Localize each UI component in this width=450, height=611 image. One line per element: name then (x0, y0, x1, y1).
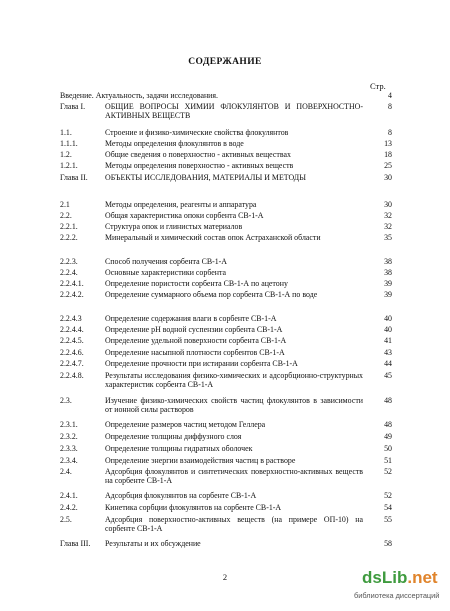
toc-entry-number: 1.2. (60, 150, 72, 159)
watermark (352, 566, 448, 608)
toc-entry-title: Методы определения поверхностно - активных веществ (105, 161, 294, 170)
toc-entry-title: Результаты исследования физико-химических и адсорбционно-структурных характеристик сорбента СВ-1-А (105, 371, 363, 389)
toc-entry-number: 2.2.4.3 (60, 314, 82, 323)
toc-entry-number: 2.3.3. (60, 444, 78, 453)
toc-entry-title: Изучение физико-химических свойств частиц флокулянтов в зависимости от ионной силы растворов (105, 396, 363, 414)
toc-entry-page: 40 (384, 325, 392, 334)
toc-entry-title: Общая характеристика опоки сорбента СВ-1-А (105, 211, 264, 220)
toc-entry-page: 38 (384, 268, 392, 277)
toc-entry-page: 4 (388, 91, 392, 100)
toc-entry-number: Глава II. (60, 173, 88, 182)
toc-entry-title: Адсорбция флокулянтов на сорбенте СВ-1-А (105, 491, 257, 500)
page-number: 2 (222, 572, 228, 582)
toc-entry-number: Глава III. (60, 539, 91, 548)
toc-entry-title: Минеральный и химический состав опок Астраханской области (105, 233, 321, 242)
toc-entry-number: 2.3.2. (60, 432, 78, 441)
toc-entry-number: Глава I. (60, 102, 86, 111)
toc-entry-page: 40 (384, 314, 392, 323)
toc-entry-title: Определение прочности при истирании сорбента СВ-1-А (105, 359, 298, 368)
toc-entry-number: 2.3.4. (60, 456, 78, 465)
toc-entry-number: 2.1 (60, 200, 70, 209)
toc-entry-title: Способ получения сорбента СВ-1-А (105, 257, 228, 266)
toc-entry-page: 8 (388, 128, 392, 137)
toc-entry-page: 30 (384, 200, 392, 209)
page-column-header: Стр. (370, 81, 386, 91)
toc-entry-title: Результаты и их обсуждение (105, 539, 201, 548)
toc-entry-page: 8 (388, 102, 392, 111)
toc-entry-title: Определение насыпной плотности сорбентов СВ-1-А (105, 348, 285, 357)
toc-entry-title: Адсорбция поверхностно-активных веществ (на примере ОП-10) на сорбенте СВ-1-А (105, 515, 363, 533)
toc-entry-number: 2.4.1. (60, 491, 78, 500)
toc-entry-number: 2.3. (60, 396, 72, 405)
toc-entry-page: 55 (384, 515, 392, 524)
toc-entry-title: Методы определения, реагенты и аппаратура (105, 200, 257, 209)
toc-entry-page: 30 (384, 173, 392, 182)
toc-entry-page: 39 (384, 290, 392, 299)
toc-entry-page: 41 (384, 336, 392, 345)
page-title: СОДЕРЖАНИЕ (188, 57, 262, 67)
toc-entry-page: 38 (384, 257, 392, 266)
toc-entry-number: 2.2.4.8. (60, 371, 84, 380)
toc-entry-title: Определение удельной поверхности сорбента СВ-1-А (105, 336, 287, 345)
toc-entry-number: 2.2.4.5. (60, 336, 84, 345)
toc-entry-page: 32 (384, 211, 392, 220)
toc-entry-title: Структура опок и глинистых материалов (105, 222, 243, 231)
toc-entry-page: 49 (384, 432, 392, 441)
toc-entry-number: 2.2.1. (60, 222, 78, 231)
toc-entry-number: 2.2.4.4. (60, 325, 84, 334)
toc-entry-page: 44 (384, 359, 392, 368)
toc-entry-page: 58 (384, 539, 392, 548)
toc-entry-number: 2.2.4.1. (60, 279, 84, 288)
toc-entry-number: 1.1. (60, 128, 72, 137)
toc-entry-page: 52 (384, 491, 392, 500)
toc-entry-title: Адсорбция флокулянтов и синтетических поверхностно-активных веществ на сорбенте СВ-1-А (105, 467, 363, 485)
watermark-subtitle: библиотека диссертаций (354, 591, 440, 600)
toc-entry-page: 54 (384, 503, 392, 512)
toc-entry-title: Основные характеристики сорбента (105, 268, 227, 277)
toc-entry-title: Определение суммарного объема пор сорбента СВ-1-А по воде (105, 290, 318, 299)
toc-entry-number: 1.2.1. (60, 161, 78, 170)
toc-entry-title: Определение содержания влаги в сорбенте СВ-1-А (105, 314, 277, 323)
toc-entry-title: ОБЩИЕ ВОПРОСЫ ХИМИИ ФЛОКУЛЯНТОВ И ПОВЕРХНОСТНО-АКТИВНЫХ ВЕЩЕСТВ (105, 102, 363, 120)
toc-entry-title: Определение толщины диффузного слоя (105, 432, 242, 441)
toc-entry-number: 2.2.3. (60, 257, 78, 266)
toc-entry-title: Определение pH водной суспензии сорбента СВ-1-А (105, 325, 283, 334)
toc-entry-number: 2.4.2. (60, 503, 78, 512)
toc-entry-title: Методы определения флокулянтов в воде (105, 139, 244, 148)
toc-entry-page: 51 (384, 456, 392, 465)
toc-entry-page: 48 (384, 420, 392, 429)
toc-entry-number: 2.2. (60, 211, 72, 220)
toc-entry-page: 52 (384, 467, 392, 476)
toc-entry-number: 1.1.1. (60, 139, 78, 148)
toc-entry-page: 39 (384, 279, 392, 288)
toc-entry-page: 25 (384, 161, 392, 170)
toc-entry-page: 45 (384, 371, 392, 380)
toc-entry-title: Определение пористости сорбента СВ-1-А по ацетону (105, 279, 288, 288)
toc-entry-number: 2.2.4.6. (60, 348, 84, 357)
toc-entry-title: Строение и физико-химические свойства флокулянтов (105, 128, 289, 137)
toc-entry-title: Определение размеров частиц методом Геллера (105, 420, 266, 429)
toc-entry-title: Введение. Актуальность, задачи исследования. (60, 91, 219, 100)
toc-entry-page: 43 (384, 348, 392, 357)
toc-entry-title: Кинетика сорбции флокулянтов на сорбенте СВ-1-А (105, 503, 282, 512)
toc-entry-title: Общие сведения о поверхностно - активных веществах (105, 150, 291, 159)
toc-entry-number: 2.2.4.2. (60, 290, 84, 299)
toc-entry-page: 50 (384, 444, 392, 453)
watermark-logo: dsLib.net (362, 568, 438, 587)
toc-entry-page: 32 (384, 222, 392, 231)
toc-entry-number: 2.2.4. (60, 268, 78, 277)
toc-entry-number: 2.2.4.7. (60, 359, 84, 368)
toc-entry-title: ОБЪЕКТЫ ИССЛЕДОВАНИЯ, МАТЕРИАЛЫ И МЕТОДЫ (105, 173, 307, 182)
toc-entry-number: 2.4. (60, 467, 72, 476)
toc-entry-page: 18 (384, 150, 392, 159)
toc-entry-number: 2.3.1. (60, 420, 78, 429)
toc-entry-page: 48 (384, 396, 392, 405)
toc-entry-title: Определение толщины гидратных оболочек (105, 444, 253, 453)
toc-entry-number: 2.5. (60, 515, 72, 524)
toc-entry-number: 2.2.2. (60, 233, 78, 242)
toc-entry-page: 13 (384, 139, 392, 148)
toc-entry-title: Определение энергии взаимодействия частиц в растворе (105, 456, 296, 465)
toc-entry-page: 35 (384, 233, 392, 242)
